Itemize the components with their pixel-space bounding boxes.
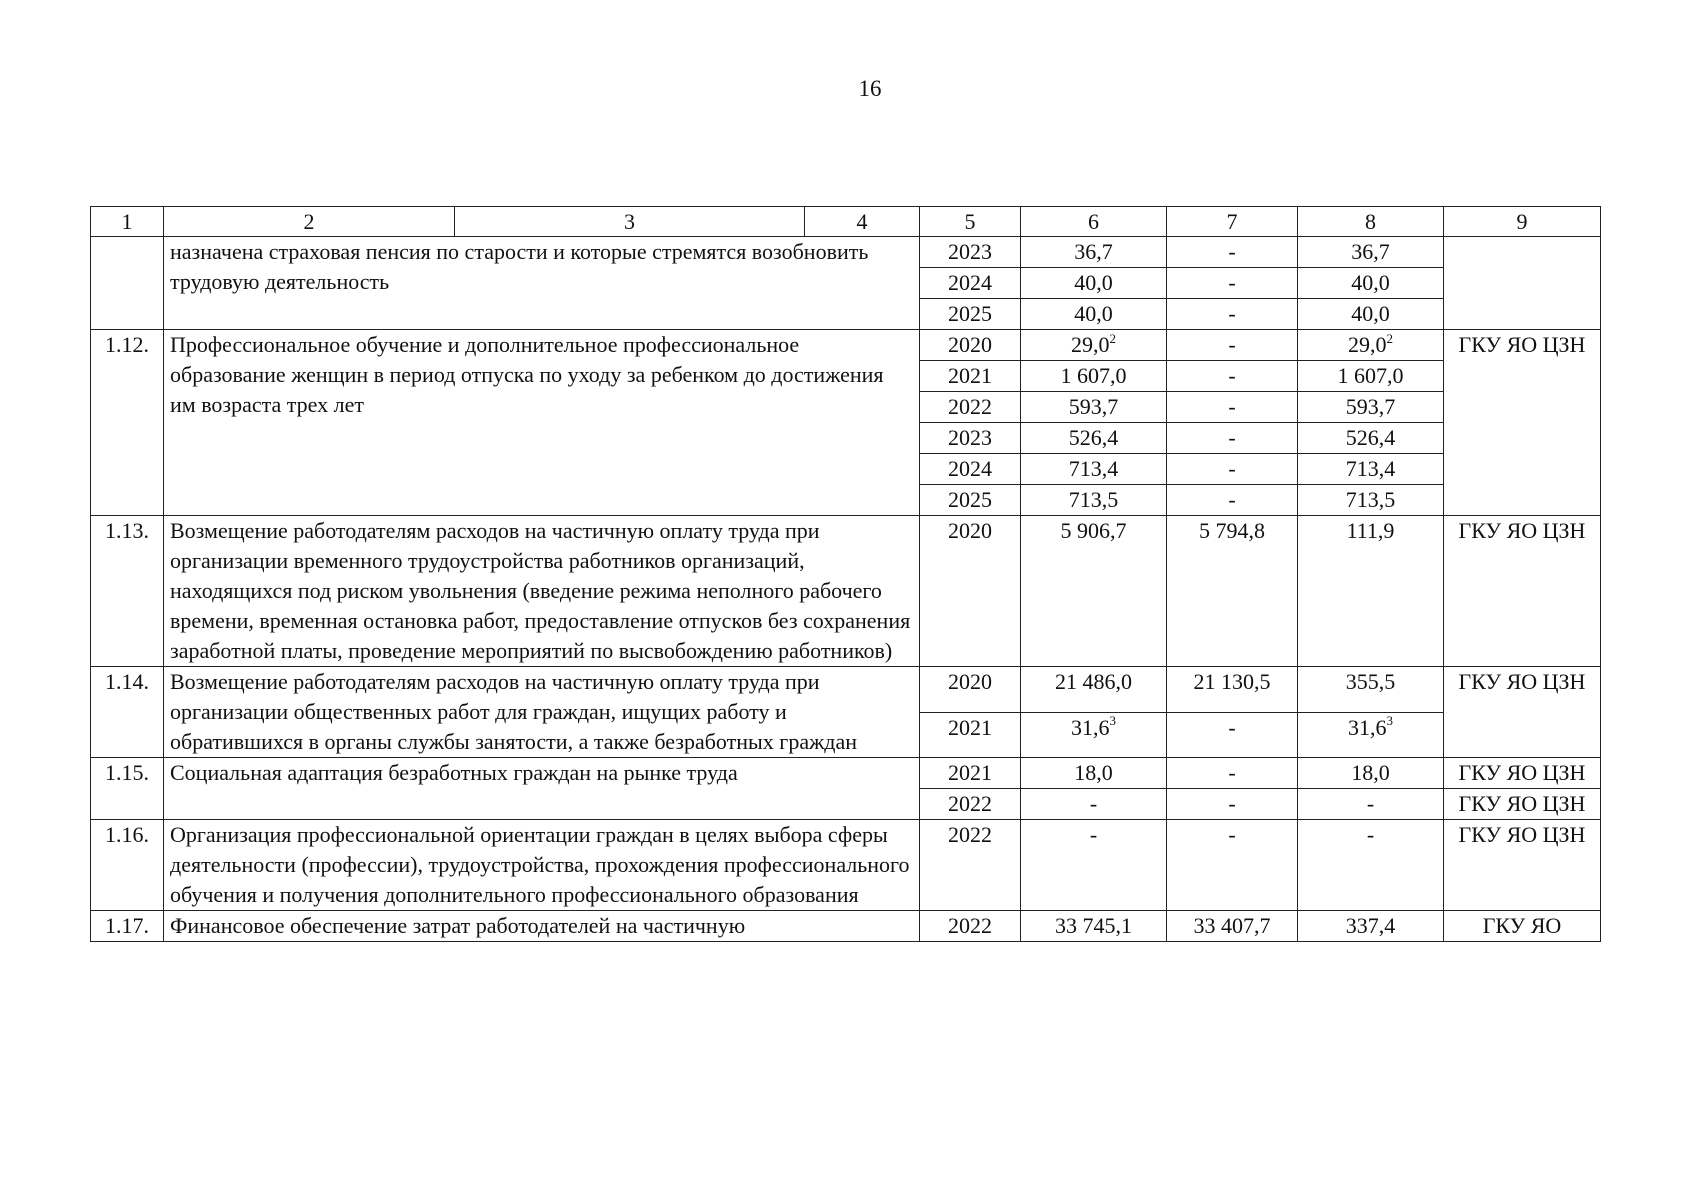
year-cell: 2024	[920, 454, 1021, 485]
regional-amount-value: 713,5	[1345, 487, 1396, 512]
program-table	[90, 206, 1601, 942]
table-row	[91, 667, 1601, 713]
regional-amount	[1298, 758, 1444, 789]
regional-amount	[1298, 392, 1444, 423]
year-cell: 2021	[920, 361, 1021, 392]
column-number-row	[91, 207, 1601, 237]
footnote-mark: 3	[1386, 713, 1393, 729]
total-amount	[1021, 712, 1167, 758]
regional-amount	[1298, 485, 1444, 516]
federal-amount-value: -	[1228, 394, 1236, 419]
executor-cell: ГКУ ЯО ЦЗН	[1444, 789, 1601, 820]
total-amount	[1021, 361, 1167, 392]
column-header: 9	[1444, 207, 1601, 237]
federal-amount	[1167, 299, 1298, 330]
total-amount	[1021, 516, 1167, 667]
executor-cell: ГКУ ЯО	[1444, 911, 1601, 942]
regional-amount-value: 526,4	[1345, 425, 1396, 450]
regional-amount-value: 18,0	[1351, 760, 1390, 785]
regional-amount	[1298, 361, 1444, 392]
regional-amount	[1298, 237, 1444, 268]
federal-amount	[1167, 268, 1298, 299]
total-amount	[1021, 392, 1167, 423]
total-amount-value: -	[1089, 822, 1098, 847]
federal-amount-value: 5 794,8	[1199, 518, 1265, 543]
total-amount-value: 593,7	[1068, 394, 1119, 419]
federal-amount-value: -	[1228, 487, 1236, 512]
total-amount	[1021, 237, 1167, 268]
year-cell: 2022	[920, 789, 1021, 820]
total-amount-value: 5 906,7	[1060, 518, 1127, 543]
regional-amount-value: 713,4	[1345, 456, 1396, 481]
federal-amount-value: -	[1228, 270, 1236, 295]
federal-amount	[1167, 911, 1298, 942]
year-cell: 2025	[920, 485, 1021, 516]
federal-amount	[1167, 330, 1298, 361]
item-number: 1.13.	[91, 516, 164, 667]
item-number: 1.14.	[91, 667, 164, 758]
total-amount-value: -	[1089, 791, 1098, 816]
year-cell: 2023	[920, 237, 1021, 268]
year-cell: 2022	[920, 820, 1021, 911]
regional-amount	[1298, 423, 1444, 454]
regional-amount-value: 29,0	[1348, 332, 1387, 357]
activity-description: Возмещение работодателям расходов на частичную оплату труда при организации временного трудоустройства работников организаций, находящихся под риском увольнения (введение режима неполного рабочего времени, временная остановка работ, предоставление отпусков без сохранения заработной платы, проведение мероприятий по высвобождению работников)	[164, 516, 920, 667]
total-amount-value: 40,0	[1074, 270, 1113, 295]
executor-cell: ГКУ ЯО ЦЗН	[1444, 516, 1601, 667]
total-amount-value: 18,0	[1074, 760, 1113, 785]
total-amount	[1021, 299, 1167, 330]
year-cell: 2021	[920, 758, 1021, 789]
regional-amount-value: 111,9	[1346, 518, 1395, 543]
regional-amount	[1298, 330, 1444, 361]
column-header: 6	[1021, 207, 1167, 237]
table-row	[91, 820, 1601, 911]
column-header: 3	[455, 207, 805, 237]
year-cell: 2022	[920, 911, 1021, 942]
total-amount	[1021, 789, 1167, 820]
federal-amount	[1167, 712, 1298, 758]
activity-description: Социальная адаптация безработных граждан на рынке труда	[164, 758, 920, 820]
year-cell: 2024	[920, 268, 1021, 299]
federal-amount-value: -	[1228, 456, 1236, 481]
activity-description: Профессиональное обучение и дополнительное профессиональное образование женщин в период отпуска по уходу за ребенком до достижения им возраста трех лет	[164, 330, 920, 516]
table-row	[91, 330, 1601, 361]
activity-description: Организация профессиональной ориентации граждан в целях выбора сферы деятельности (профессии), трудоустройства, прохождения профессионального обучения и получения дополнительного профессионального образования	[164, 820, 920, 911]
item-number: 1.15.	[91, 758, 164, 820]
activity-description: Финансовое обеспечение затрат работодателей на частичную	[164, 911, 920, 942]
footnote-mark: 3	[1109, 713, 1116, 729]
year-cell: 2020	[920, 516, 1021, 667]
regional-amount	[1298, 712, 1444, 758]
column-header: 4	[805, 207, 920, 237]
total-amount-value: 29,0	[1071, 332, 1110, 357]
page-number: 16	[858, 76, 882, 101]
regional-amount-value: 40,0	[1351, 270, 1390, 295]
regional-amount	[1298, 268, 1444, 299]
federal-amount-value: -	[1228, 760, 1236, 785]
executor-cell: ГКУ ЯО ЦЗН	[1444, 820, 1601, 911]
year-cell: 2021	[920, 712, 1021, 758]
table-row	[91, 758, 1601, 789]
federal-amount-value: -	[1228, 822, 1236, 847]
regional-amount	[1298, 789, 1444, 820]
federal-amount	[1167, 392, 1298, 423]
regional-amount-value: 31,6	[1348, 714, 1387, 740]
federal-amount-value: 21 130,5	[1193, 669, 1271, 694]
total-amount	[1021, 454, 1167, 485]
regional-amount	[1298, 299, 1444, 330]
table-body	[91, 237, 1601, 942]
item-number: 1.12.	[91, 330, 164, 516]
federal-amount	[1167, 789, 1298, 820]
total-amount-value: 526,4	[1068, 425, 1119, 450]
total-amount	[1021, 423, 1167, 454]
federal-amount-value: -	[1228, 425, 1236, 450]
regional-amount-value: -	[1366, 822, 1375, 847]
federal-amount-value: -	[1228, 791, 1236, 816]
total-amount	[1021, 485, 1167, 516]
total-amount	[1021, 330, 1167, 361]
item-number	[91, 237, 164, 330]
federal-amount-value: 33 407,7	[1193, 913, 1271, 938]
federal-amount-value: -	[1228, 239, 1236, 264]
total-amount	[1021, 911, 1167, 942]
federal-amount-value: -	[1228, 714, 1236, 740]
item-number: 1.17.	[91, 911, 164, 942]
federal-amount	[1167, 516, 1298, 667]
footnote-mark: 2	[1109, 330, 1116, 346]
footnote-mark: 2	[1386, 330, 1393, 346]
regional-amount-value: 593,7	[1345, 394, 1396, 419]
regional-amount	[1298, 516, 1444, 667]
federal-amount	[1167, 758, 1298, 789]
column-header: 5	[920, 207, 1021, 237]
federal-amount-value: -	[1228, 301, 1236, 326]
regional-amount-value: 36,7	[1351, 239, 1390, 264]
federal-amount	[1167, 667, 1298, 713]
executor-cell: ГКУ ЯО ЦЗН	[1444, 758, 1601, 789]
total-amount-value: 33 745,1	[1055, 913, 1132, 938]
table-row	[91, 237, 1601, 268]
column-header: 7	[1167, 207, 1298, 237]
activity-description: назначена страховая пенсия по старости и которые стремятся возобновить трудовую деятельность	[164, 237, 920, 330]
column-header: 1	[91, 207, 164, 237]
column-header: 8	[1298, 207, 1444, 237]
executor-cell	[1444, 237, 1601, 330]
regional-amount	[1298, 911, 1444, 942]
year-cell: 2020	[920, 330, 1021, 361]
federal-amount	[1167, 820, 1298, 911]
federal-amount	[1167, 237, 1298, 268]
column-header: 2	[164, 207, 455, 237]
total-amount	[1021, 820, 1167, 911]
total-amount	[1021, 667, 1167, 713]
regional-amount-value: 355,5	[1345, 669, 1396, 694]
year-cell: 2020	[920, 667, 1021, 713]
total-amount-value: 40,0	[1074, 301, 1113, 326]
total-amount-value: 713,4	[1068, 456, 1119, 481]
federal-amount	[1167, 361, 1298, 392]
regional-amount	[1298, 667, 1444, 713]
executor-cell: ГКУ ЯО ЦЗН	[1444, 330, 1601, 516]
regional-amount-value: 40,0	[1351, 301, 1390, 326]
total-amount	[1021, 268, 1167, 299]
executor-cell: ГКУ ЯО ЦЗН	[1444, 667, 1601, 758]
total-amount-value: 1 607,0	[1060, 363, 1127, 388]
federal-amount	[1167, 485, 1298, 516]
regional-amount-value: -	[1366, 791, 1375, 816]
total-amount	[1021, 758, 1167, 789]
table-row	[91, 516, 1601, 667]
table-row	[91, 911, 1601, 942]
total-amount-value: 36,7	[1074, 239, 1113, 264]
year-cell: 2022	[920, 392, 1021, 423]
regional-amount	[1298, 454, 1444, 485]
total-amount-value: 713,5	[1068, 487, 1119, 512]
federal-amount-value: -	[1228, 363, 1236, 388]
item-number: 1.16.	[91, 820, 164, 911]
regional-amount-value: 1 607,0	[1337, 363, 1404, 388]
federal-amount	[1167, 454, 1298, 485]
regional-amount-value: 337,4	[1345, 913, 1396, 938]
year-cell: 2025	[920, 299, 1021, 330]
total-amount-value: 31,6	[1071, 714, 1110, 740]
federal-amount-value: -	[1228, 332, 1236, 357]
federal-amount	[1167, 423, 1298, 454]
activity-description: Возмещение работодателям расходов на частичную оплату труда при организации общественных работ для граждан, ищущих работу и обратившихся в органы службы занятости, а также безработных граждан	[164, 667, 920, 758]
year-cell: 2023	[920, 423, 1021, 454]
regional-amount	[1298, 820, 1444, 911]
total-amount-value: 21 486,0	[1055, 669, 1132, 694]
